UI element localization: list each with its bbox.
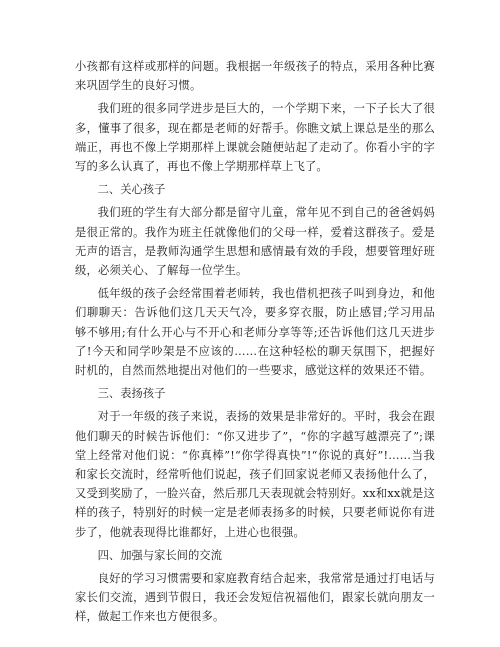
paragraph-3: 我们班的学生有大部分都是留守儿童，常年见不到自己的爸爸妈妈是很正常的。我作为班主任就像他们的父母一样，爱着这群孩子。爱是无声的语言，是教师沟通学生思想和感情最有效的手段，想要管理好班级，必须关心、了解每一位学生。 [75, 206, 435, 278]
paragraph-4: 低年级的孩子会经常围着老师转，我也借机把孩子叫到身边，和他们聊聊天：告诉他们这几天天气冷，要多穿衣服，防止感冒;学习用品够不够用;有什么开心与不开心和老师分享等等;还告诉他们这几天进步了!今天和同学吵架是不应该的……在这种轻松的聊天氛围下，把握好时机的，自然而然地提出对他们的一些要求，感觉这样的效果还不错。 [75, 287, 435, 378]
document-body [75, 57, 435, 627]
section-heading-2: 二、关心孩子 [97, 183, 166, 197]
paragraph-6: 良好的学习习惯需要和家庭教育结合起来，我常常是通过打电话与家长们交流，遇到节假日，我还会发短信祝福他们，跟家长就向朋友一样，做起工作来也方便很多。 [75, 572, 435, 624]
section-heading-3: 三、表扬孩子 [97, 387, 166, 401]
section-heading-4: 四、加强与家长间的交流 [97, 548, 222, 562]
paragraph-1: 小孩都有这样或那样的问题。我根据一年级孩子的特点，采用各种比赛来巩固学生的良好习惯。 [75, 60, 435, 93]
paragraph-5: 对于一年级的孩子来说，表扬的效果是非常好的。平时，我会在跟他们聊天的时候告诉他们：“你又进步了”，“你的字越写越漂亮了”;课堂上经常对他们说：“你真棒”!“你学得真快”!“你说的真好”!……当我和家长交流时，经常听他们说起，孩子们回家说老师又表扬他什么了，又受到奖励了，一脸兴奋，然后那几天表现就会特别好。xx和xx就是这样的孩子，特别好的时候一定是老师表扬多的时候，只要老师说你有进步了，他就表现得比谁都好，上进心也很强。 [75, 410, 435, 539]
paragraph-2: 我们班的很多同学进步是巨大的，一个学期下来，一下子长大了很多，懂事了很多，现在都是老师的好帮手。你瞧文斌上课总是坐的那么端正，再也不像上学期那样上课就会随便站起了走动了。你看小宇的字写的多么认真了，再也不像上学期那样草上飞了。 [75, 102, 435, 174]
